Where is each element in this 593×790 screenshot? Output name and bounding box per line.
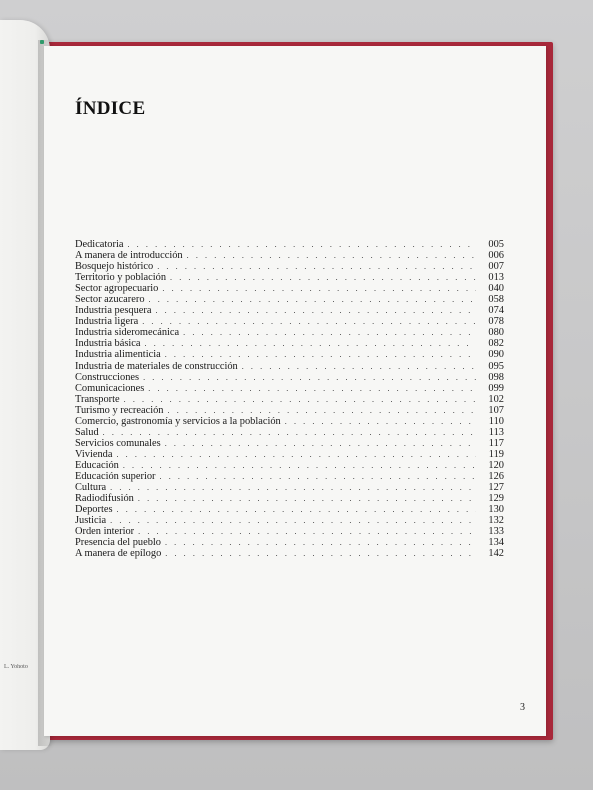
toc-leader-dots xyxy=(145,338,477,349)
toc-entry xyxy=(75,239,504,250)
toc-entry-page: 132 xyxy=(488,515,504,527)
toc-leader-dots xyxy=(103,427,476,438)
toc-entry xyxy=(75,394,504,405)
toc-leader-dots xyxy=(168,405,477,416)
toc-entry-label: Comunicaciones xyxy=(75,382,145,394)
toc-entry xyxy=(75,515,504,526)
toc-leader-dots xyxy=(242,361,476,372)
toc-entry-label: Industria ligera xyxy=(75,316,139,328)
toc-entry xyxy=(75,316,504,327)
toc-entry-label: Industria alimenticia xyxy=(75,349,161,361)
toc-entry xyxy=(75,526,504,537)
toc-entry-label: Industria sideromecánica xyxy=(75,327,180,339)
toc-leader-dots xyxy=(138,493,476,504)
toc-entry-page: 119 xyxy=(488,448,504,460)
toc-entry xyxy=(75,305,504,316)
toc-entry xyxy=(75,537,504,548)
book-page xyxy=(44,46,546,736)
toc-entry-label: Industria pesquera xyxy=(75,305,152,317)
toc-entry xyxy=(75,294,504,305)
toc-leader-dots xyxy=(143,372,476,383)
page-number: 3 xyxy=(520,702,525,713)
toc-entry-page: 095 xyxy=(488,360,504,372)
toc-entry-label: Comercio, gastronomía y servicios a la población xyxy=(75,415,281,427)
page-title: ÍNDICE xyxy=(75,98,146,119)
toc-entry-label: Industria básica xyxy=(75,338,141,350)
toc-entry-label: Deportes xyxy=(75,504,113,516)
toc-entry xyxy=(75,482,504,493)
toc-entry-label: Orden interior xyxy=(75,526,135,538)
toc-entry-label: Educación superior xyxy=(75,470,156,482)
table-of-contents xyxy=(75,239,504,559)
toc-entry-page: 110 xyxy=(488,415,504,427)
toc-leader-dots xyxy=(117,504,476,515)
toc-entry-label: Educación xyxy=(75,459,119,471)
toc-leader-dots xyxy=(155,305,476,316)
toc-leader-dots xyxy=(127,239,476,250)
toc-leader-dots xyxy=(160,471,477,482)
toc-leader-dots xyxy=(165,548,476,559)
toc-entry xyxy=(75,283,504,294)
toc-entry-page: 058 xyxy=(488,294,504,306)
toc-entry xyxy=(75,471,504,482)
toc-leader-dots xyxy=(116,449,476,460)
toc-leader-dots xyxy=(165,438,476,449)
toc-entry-page: 074 xyxy=(488,305,504,317)
toc-entry xyxy=(75,405,504,416)
toc-entry-label: Vivienda xyxy=(75,448,113,460)
toc-entry xyxy=(75,493,504,504)
toc-entry-label: Sector azucarero xyxy=(75,294,145,306)
toc-entry-page: 082 xyxy=(488,338,504,350)
toc-entry-page: 102 xyxy=(488,393,504,405)
toc-leader-dots xyxy=(142,316,476,327)
toc-entry-page: 006 xyxy=(488,250,504,262)
toc-entry-label: Sector agropecuario xyxy=(75,283,159,295)
toc-entry-label: Territorio y población xyxy=(75,272,167,284)
toc-entry-page: 129 xyxy=(488,493,504,505)
toc-entry-page: 098 xyxy=(488,371,504,383)
toc-entry xyxy=(75,438,504,449)
left-page-caption: L. Yohoto xyxy=(4,664,28,670)
toc-entry-page: 126 xyxy=(488,470,504,482)
toc-entry-page: 130 xyxy=(488,504,504,516)
toc-entry-label: Industria de materiales de construcción xyxy=(75,360,238,372)
toc-entry-page: 127 xyxy=(488,482,504,494)
toc-entry xyxy=(75,349,504,360)
toc-entry xyxy=(75,383,504,394)
toc-leader-dots xyxy=(148,383,476,394)
toc-entry-label: Justicia xyxy=(75,515,107,527)
toc-leader-dots xyxy=(165,537,476,548)
toc-entry-label: Bosquejo histórico xyxy=(75,261,154,273)
toc-leader-dots xyxy=(162,283,476,294)
toc-entry xyxy=(75,250,504,261)
toc-entry-label: Transporte xyxy=(75,393,120,405)
toc-entry-page: 120 xyxy=(488,459,504,471)
ribbon-marker xyxy=(40,40,44,44)
toc-entry xyxy=(75,504,504,515)
toc-leader-dots xyxy=(138,526,476,537)
toc-entry xyxy=(75,372,504,383)
toc-entry-page: 013 xyxy=(488,272,504,284)
toc-entry-page: 142 xyxy=(488,548,504,560)
toc-entry-label: Cultura xyxy=(75,482,107,494)
toc-entry xyxy=(75,416,504,427)
toc-leader-dots xyxy=(157,261,476,272)
toc-entry-label: Dedicatoria xyxy=(75,239,124,250)
toc-entry-page: 117 xyxy=(488,437,504,449)
toc-entry xyxy=(75,548,504,559)
toc-entry-page: 090 xyxy=(488,349,504,361)
toc-entry xyxy=(75,449,504,460)
toc-entry xyxy=(75,361,504,372)
toc-entry xyxy=(75,460,504,471)
toc-entry-label: Turismo y recreación xyxy=(75,404,164,416)
toc-leader-dots xyxy=(123,460,476,471)
toc-entry-page: 133 xyxy=(488,526,504,538)
toc-leader-dots xyxy=(110,515,476,526)
toc-entry-page: 078 xyxy=(488,316,504,328)
toc-leader-dots xyxy=(285,416,476,427)
toc-entry-label: Salud xyxy=(75,426,99,438)
toc-entry-page: 113 xyxy=(488,426,504,438)
toc-entry-label: Servicios comunales xyxy=(75,437,161,449)
toc-entry-page: 040 xyxy=(488,283,504,295)
toc-entry xyxy=(75,427,504,438)
toc-entry-label: A manera de epílogo xyxy=(75,548,162,560)
toc-entry-page: 080 xyxy=(488,327,504,339)
toc-leader-dots xyxy=(149,294,476,305)
toc-leader-dots xyxy=(165,349,476,360)
toc-entry xyxy=(75,261,504,272)
toc-leader-dots xyxy=(124,394,476,405)
toc-leader-dots xyxy=(110,482,476,493)
toc-entry-label: Construcciones xyxy=(75,371,140,383)
toc-entry xyxy=(75,272,504,283)
toc-entry-label: Presencia del pueblo xyxy=(75,537,161,549)
toc-entry-label: A manera de introducción xyxy=(75,250,183,262)
toc-entry-page: 099 xyxy=(488,382,504,394)
toc-entry-page: 134 xyxy=(488,537,504,549)
toc-entry-page: 107 xyxy=(488,404,504,416)
toc-entry xyxy=(75,327,504,338)
toc-leader-dots xyxy=(170,272,476,283)
toc-entry-page: 007 xyxy=(488,261,504,273)
toc-leader-dots xyxy=(187,250,476,261)
toc-entry xyxy=(75,338,504,349)
toc-leader-dots xyxy=(183,327,476,338)
toc-entry-label: Radiodifusión xyxy=(75,493,134,505)
toc-entry-page: 005 xyxy=(488,239,504,250)
